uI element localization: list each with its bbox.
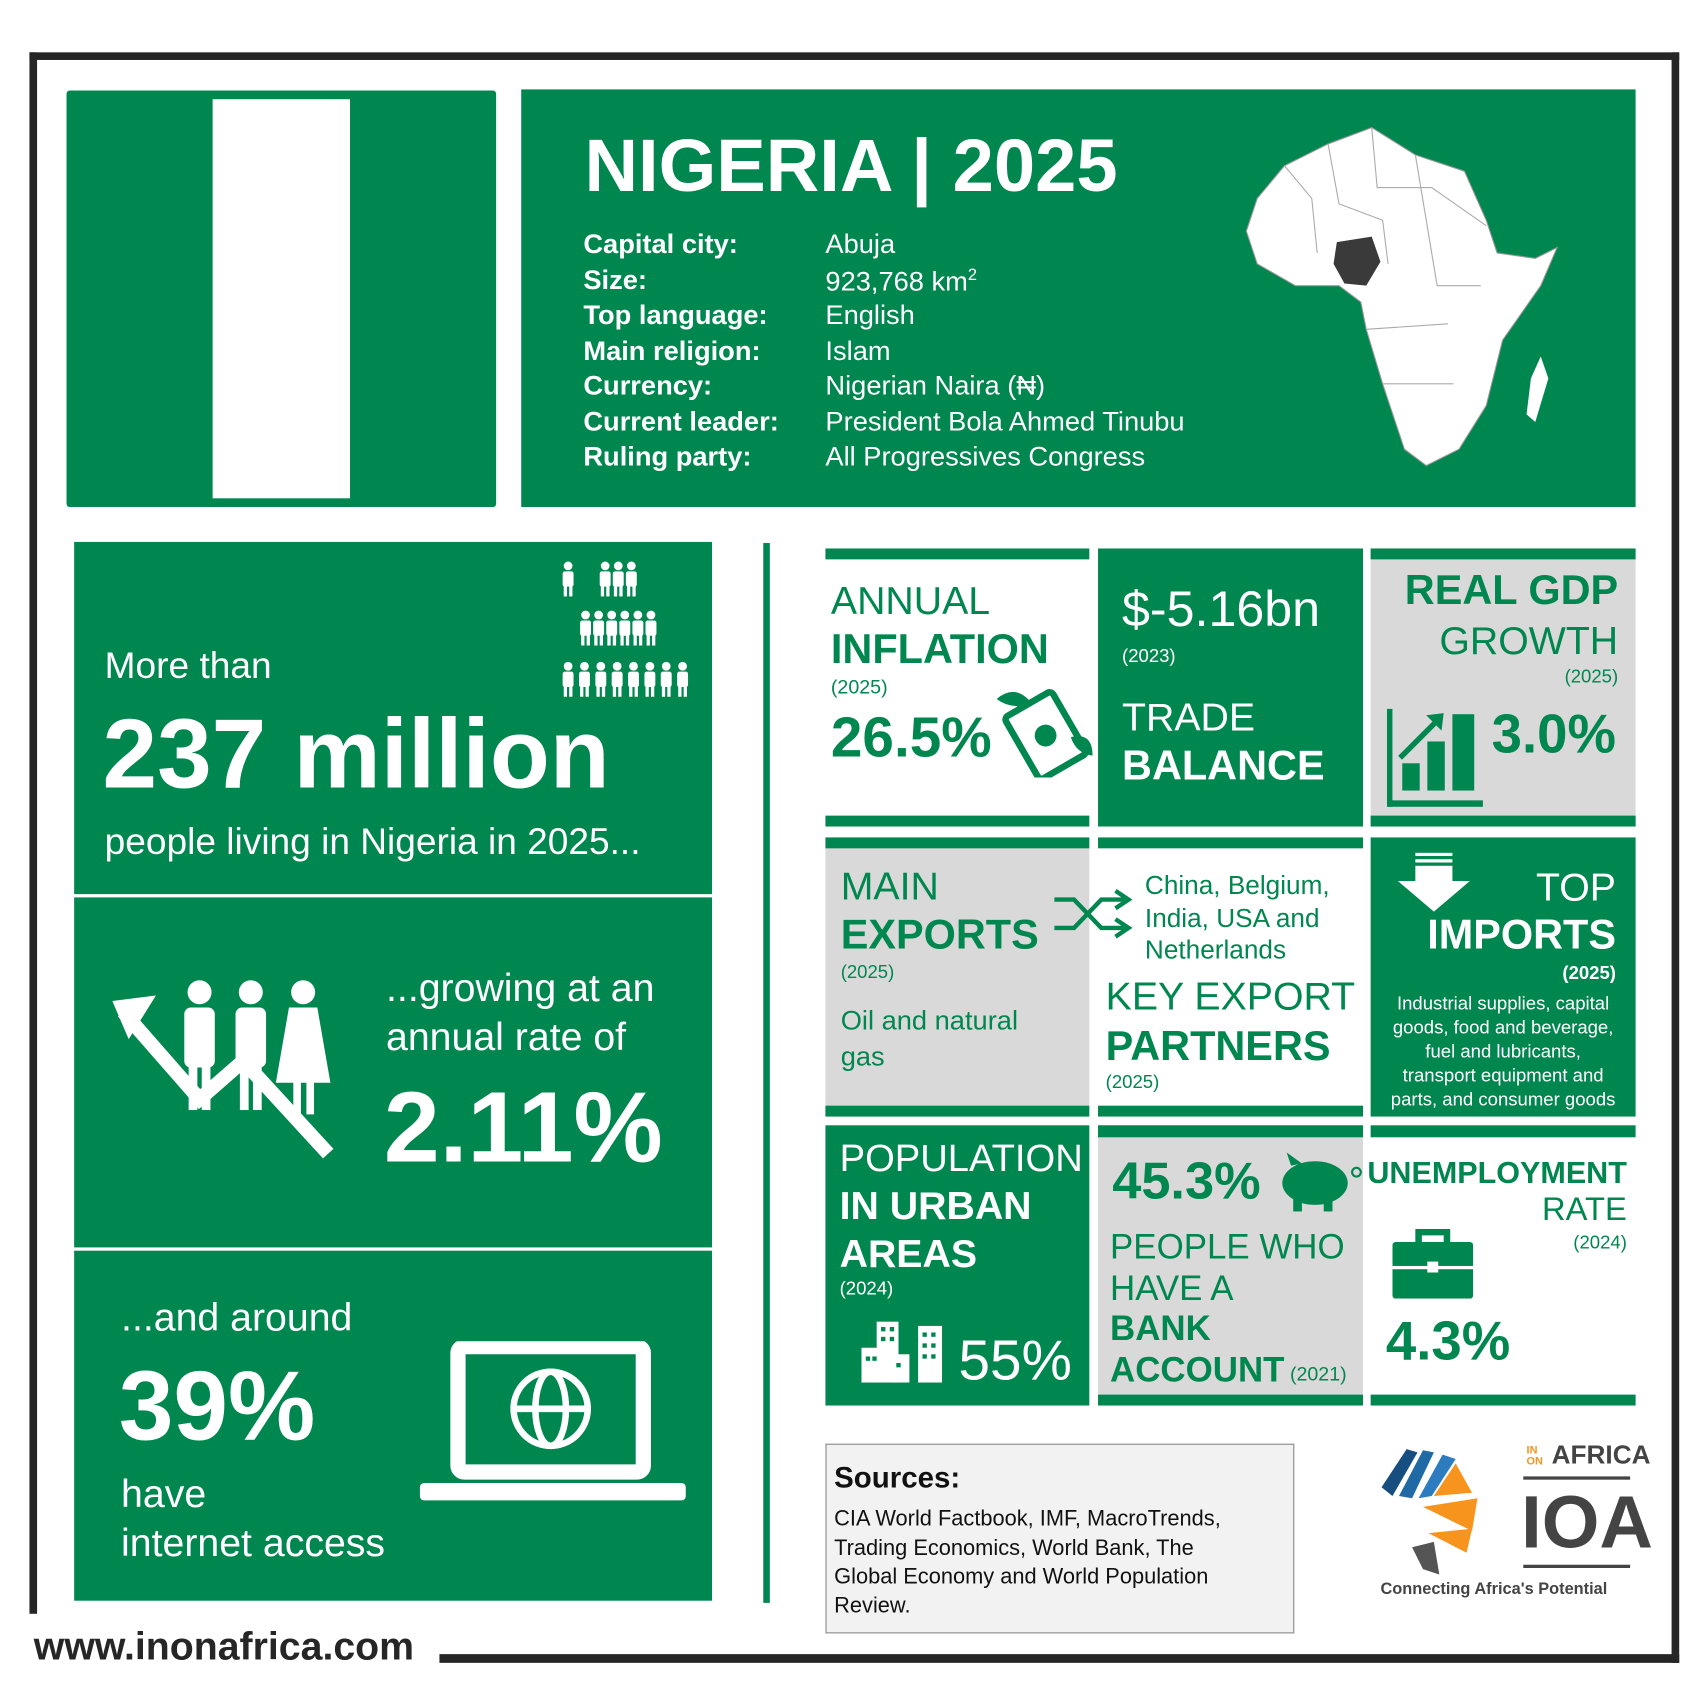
frame-right bbox=[1672, 52, 1680, 1663]
bank-line4: ACCOUNT bbox=[1110, 1349, 1285, 1390]
logo-in-on: IN ON bbox=[1526, 1444, 1543, 1468]
urban-population-card bbox=[825, 1125, 1089, 1405]
exports-card bbox=[825, 837, 1089, 1116]
flag-white-stripe bbox=[213, 99, 350, 498]
partners-title1: KEY EXPORT bbox=[1105, 973, 1356, 1019]
people-growth-icon bbox=[112, 979, 336, 1164]
sources-title: Sources: bbox=[834, 1461, 961, 1494]
fact-value bbox=[825, 337, 890, 364]
imports-line: fuel and lubricants, bbox=[1425, 1041, 1581, 1063]
population-value: 237 million bbox=[102, 700, 610, 810]
gdp-value: 3.0% bbox=[1491, 703, 1616, 765]
inflation-value: 26.5% bbox=[830, 706, 992, 770]
imports-title1: TOP bbox=[1535, 864, 1616, 910]
column-divider bbox=[763, 543, 770, 1603]
imports-line: Industrial supplies, capital bbox=[1396, 993, 1610, 1015]
export-partners-card bbox=[1098, 837, 1363, 1116]
briefcase-icon bbox=[1392, 1229, 1473, 1299]
source-line: Trading Economics, World Bank, The bbox=[834, 1535, 1194, 1560]
internet-panel bbox=[74, 1251, 712, 1601]
fact-value-text: Islam bbox=[825, 335, 891, 366]
growth-value: 2.11% bbox=[383, 1071, 663, 1184]
fact-value-text: President Bola Ahmed Tinubu bbox=[825, 406, 1185, 437]
frame-bottom bbox=[439, 1654, 1679, 1663]
exports-line1: Oil and natural bbox=[840, 1005, 1019, 1036]
piggy-bank-icon bbox=[1278, 1153, 1365, 1214]
logo-africa: AFRICA bbox=[1551, 1440, 1651, 1470]
ioa-logo[interactable] bbox=[1379, 1439, 1653, 1603]
gdp-card bbox=[1371, 548, 1636, 826]
bank-line3: BANK bbox=[1110, 1308, 1211, 1348]
country-info-panel bbox=[521, 89, 1635, 507]
trade-title2: BALANCE bbox=[1122, 743, 1325, 790]
gdp-year: (2025) bbox=[1564, 666, 1619, 687]
laptop-globe-icon bbox=[420, 1341, 686, 1505]
imports-line: goods, food and beverage, bbox=[1392, 1017, 1614, 1039]
fact-label: Currency: bbox=[583, 370, 713, 402]
population-panel bbox=[74, 542, 712, 894]
population-prefix: More than bbox=[104, 645, 272, 687]
fact-value-text: Abuja bbox=[825, 228, 896, 260]
sources-box bbox=[825, 1444, 1294, 1634]
bank-value: 45.3% bbox=[1112, 1152, 1261, 1211]
source-line: Global Economy and World Population bbox=[834, 1564, 1209, 1589]
city-buildings-icon bbox=[861, 1322, 942, 1383]
internet-value: 39% bbox=[118, 1352, 316, 1462]
urban-title2: IN URBAN bbox=[839, 1183, 1032, 1228]
exports-year: (2025) bbox=[840, 961, 895, 983]
internet-line1: have bbox=[121, 1470, 207, 1516]
inflation-title2: INFLATION bbox=[830, 626, 1049, 673]
partners-line3: Netherlands bbox=[1144, 935, 1287, 966]
unemployment-card bbox=[1367, 1125, 1636, 1405]
africa-logo-mark bbox=[1379, 1444, 1488, 1575]
fact-value bbox=[825, 370, 1046, 402]
internet-line2: internet access bbox=[121, 1520, 386, 1565]
fact-value-text: English bbox=[825, 299, 915, 331]
frame-top bbox=[29, 52, 1679, 60]
partners-line2: India, USA and bbox=[1144, 903, 1320, 934]
exports-title2: EXPORTS bbox=[840, 912, 1039, 959]
imports-year: (2025) bbox=[1562, 962, 1616, 984]
unemployment-value: 4.3% bbox=[1385, 1310, 1511, 1372]
partners-title2: PARTNERS bbox=[1105, 1023, 1331, 1070]
growth-chart-icon bbox=[1387, 709, 1483, 807]
fact-value bbox=[825, 228, 896, 260]
logo-tagline: Connecting Africa's Potential bbox=[1380, 1579, 1608, 1599]
trade-balance-card bbox=[1098, 548, 1363, 826]
fact-label: Current leader: bbox=[583, 406, 779, 437]
urban-title1: POPULATION bbox=[839, 1137, 1083, 1180]
imports-list bbox=[1371, 992, 1636, 1112]
exports-title1: MAIN bbox=[840, 863, 939, 909]
inflation-title1: ANNUAL bbox=[830, 577, 991, 623]
inflation-year: (2025) bbox=[830, 676, 888, 698]
nigeria-flag bbox=[67, 91, 497, 508]
urban-title3: AREAS bbox=[839, 1231, 978, 1276]
growth-line1: ...growing at an bbox=[386, 965, 655, 1010]
fact-value bbox=[825, 267, 977, 296]
inflation-card bbox=[825, 548, 1089, 826]
trade-year: (2023) bbox=[1122, 645, 1176, 667]
page-title: NIGERIA | 2025 bbox=[584, 124, 1118, 208]
partners-year: (2025) bbox=[1105, 1071, 1160, 1093]
fact-label: Ruling party: bbox=[583, 441, 752, 473]
fact-label: Main religion: bbox=[583, 335, 761, 366]
bank-account-card bbox=[1098, 1125, 1363, 1405]
fact-label: Size: bbox=[583, 264, 647, 295]
imports-title2: IMPORTS bbox=[1427, 912, 1616, 959]
fact-value-text: 923,768 km bbox=[825, 265, 968, 297]
fact-label: Top language: bbox=[583, 299, 768, 331]
flying-money-icon bbox=[994, 677, 1094, 777]
fact-value bbox=[825, 441, 1146, 473]
imports-line: transport equipment and bbox=[1402, 1065, 1604, 1087]
people-pyramid-icon bbox=[562, 562, 691, 704]
bank-line1: PEOPLE WHO bbox=[1110, 1226, 1345, 1266]
urban-year: (2024) bbox=[839, 1277, 894, 1299]
fact-label: Capital city: bbox=[583, 228, 738, 260]
exports-line2: gas bbox=[840, 1041, 885, 1072]
shuffle-arrows-icon bbox=[1052, 889, 1133, 939]
source-line: Review. bbox=[834, 1593, 911, 1618]
fact-value bbox=[825, 299, 915, 331]
imports-line: parts, and consumer goods bbox=[1390, 1089, 1616, 1111]
logo-ioa: IOA bbox=[1521, 1480, 1653, 1564]
population-suffix: people living in Nigeria in 2025... bbox=[104, 821, 641, 863]
unemployment-title2: RATE bbox=[1542, 1191, 1627, 1228]
trade-value: $-5.16bn bbox=[1122, 580, 1321, 637]
africa-map-icon bbox=[1208, 122, 1611, 471]
fact-value bbox=[825, 408, 1184, 435]
frame-left bbox=[29, 52, 37, 1613]
fact-value-text: Nigerian Naira (₦) bbox=[825, 370, 1046, 402]
unemployment-year: (2024) bbox=[1573, 1232, 1627, 1253]
gdp-title1: REAL GDP bbox=[1404, 568, 1619, 614]
source-line: CIA World Factbook, IMF, MacroTrends, bbox=[834, 1506, 1221, 1531]
trade-title1: TRADE bbox=[1122, 694, 1256, 740]
bank-year: (2021) bbox=[1289, 1363, 1347, 1385]
urban-value: 55% bbox=[958, 1329, 1072, 1393]
fact-superscript: 2 bbox=[967, 265, 977, 285]
internet-prefix: ...and around bbox=[121, 1294, 353, 1340]
growth-panel bbox=[74, 897, 712, 1247]
growth-line2: annual rate of bbox=[386, 1014, 627, 1059]
imports-card bbox=[1371, 837, 1636, 1116]
gdp-title2: GROWTH bbox=[1439, 618, 1619, 663]
unemployment-title1: UNEMPLOYMENT bbox=[1367, 1155, 1627, 1190]
partners-line1: China, Belgium, bbox=[1144, 871, 1330, 901]
fact-value-text: All Progressives Congress bbox=[825, 441, 1146, 473]
website-url[interactable]: www.inonafrica.com bbox=[33, 1623, 415, 1669]
arrow-down-icon bbox=[1398, 853, 1470, 912]
sources-list bbox=[834, 1505, 1221, 1621]
bank-line2: HAVE A bbox=[1110, 1268, 1234, 1308]
